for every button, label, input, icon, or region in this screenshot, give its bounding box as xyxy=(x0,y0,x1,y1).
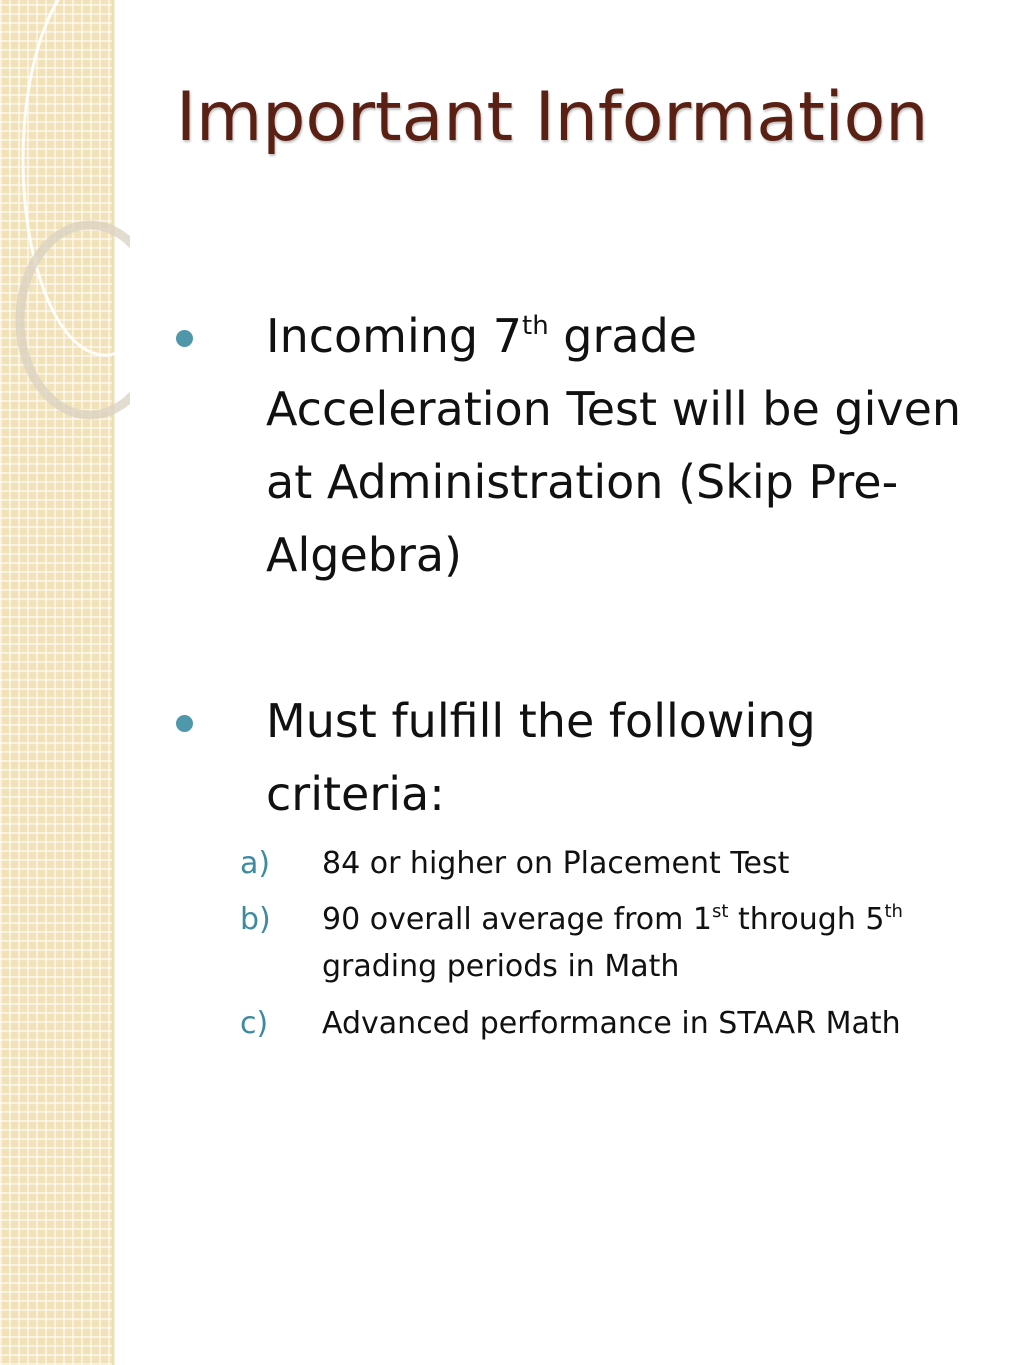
decorative-rings xyxy=(0,0,130,420)
slide-title: Important Information xyxy=(176,78,929,157)
bullet-dot xyxy=(176,330,193,347)
bullet-text: Incoming 7th grade Acceleration Test will be given at Administration (Skip Pre- Algebra) xyxy=(266,309,962,582)
list-letter: c) xyxy=(240,1006,269,1041)
list-letter: a) xyxy=(240,846,271,881)
criteria-text: 84 or higher on Placement Test xyxy=(322,846,790,881)
bullet-text: Must fulfill the following criteria: xyxy=(266,694,816,821)
bullet-dot xyxy=(176,715,193,732)
criteria-text: 90 overall average from 1st through 5th grading periods in Math xyxy=(322,901,903,984)
criteria-text: Advanced performance in STAAR Math xyxy=(322,1006,901,1041)
list-letter: b) xyxy=(240,902,271,937)
